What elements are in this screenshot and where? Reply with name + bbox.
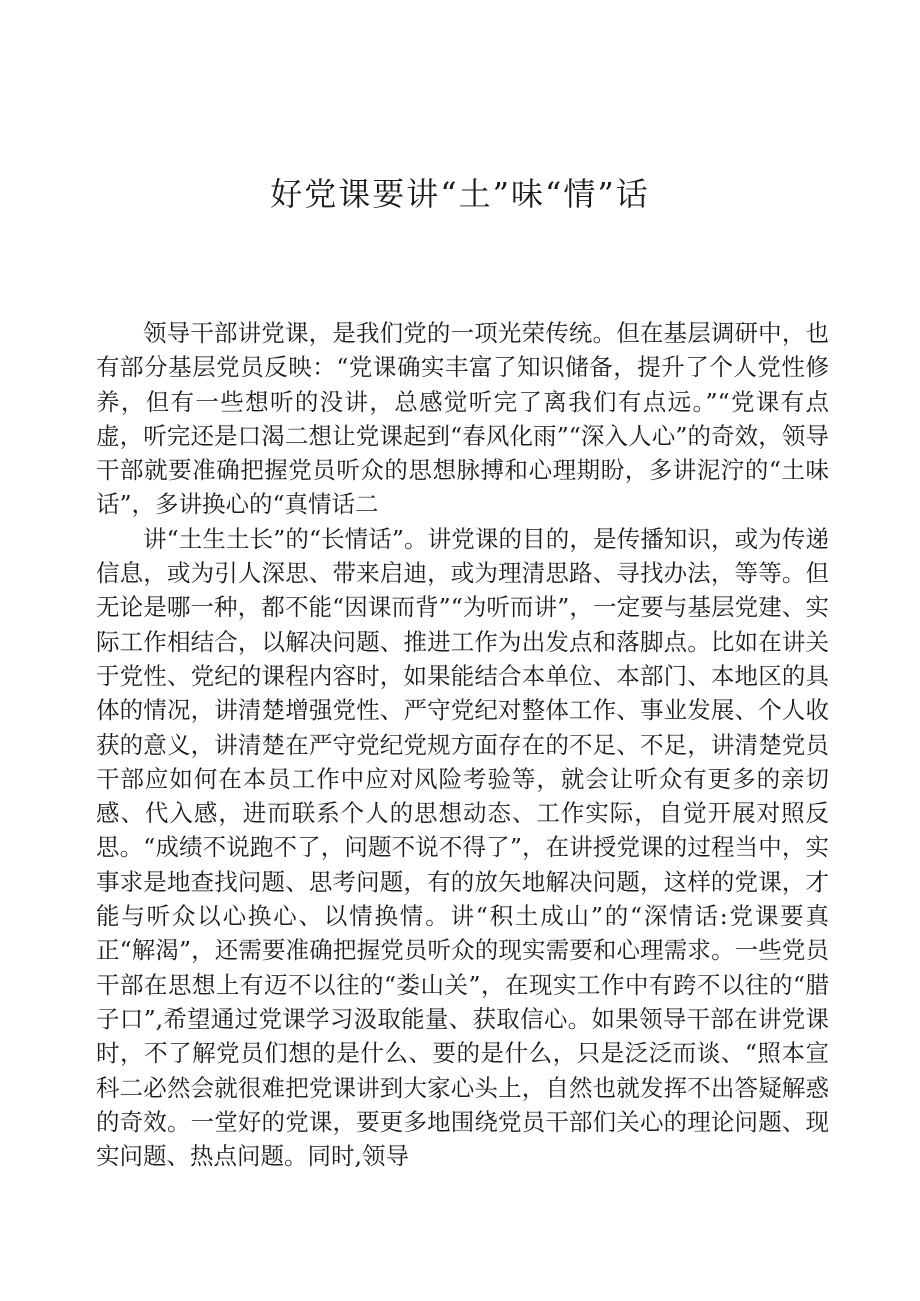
paragraph-main: 讲“土生土长”的“长情话”。讲党课的目的，是传播知识，或为传递信息，或为引人深思、带来启迪，或为理清思路、寻找办法，等等。但无论是哪一种，都不能“因课而背”“为听而讲”，一定要与基层党建、实际工作相结合，以解决问题、推进工作为出发点和落脚点。比如在讲关于党性、党纪的课程内容时，如果能结合本单位、本部门、本地区的具体的情况，讲清楚增强党性、严守党纪对整体工作、事业发展、个人收获的意义，讲清楚在严守党纪党规方面存在的不足、不足，讲清楚党员干部应如何在本员工作中应对风险考验等，就会让听众有更多的亲切感、代入感，进而联系个人的思想动态、工作实际，自觉开展对照反思。“成绩不说跑不了，问题不说不得了”，在讲授党课的过程当中，实事求是地查找问题、思考问题，有的放矢地解决问题，这样的党课，才能与听众以心换心、以情换情。讲“积土成山”的“深情话:党课要真正“解渴”，还需要准确把握党员听众的现实需要和心理需求。一些党员干部在思想上有迈不以往的“娄山关”，在现实工作中有跨不以往的“腊子口”,希望通过党课学习汲取能量、获取信心。如果领导干部在讲党课时，不了解党员们想的是什么、要的是什么，只是泛泛而谈、“照本宣科二必然会就很难把党课讲到大家心头上，自然也就发挥不出答疑解惑的奇效。一堂好的党课，要更多地围绕党员干部们关心的理论问题、现实问题、热点问题。同时,领导 (96, 524, 829, 1171)
document-body (96, 316, 829, 1173)
paragraph-intro: 领导干部讲党课，是我们党的一项光荣传统。但在基层调研中，也有部分基层党员反映：“党课确实丰富了知识储备，提升了个人党性修养，但有一些想听的没讲，总感觉听完了离我们有点远。”“党课有点虚，听完还是口渴二想让党课起到“春风化雨”“深入人心”的奇效，领导干部就要准确把握党员听众的思想脉搏和心理期盼，多讲泥泞的“土味话”，多讲换心的“真情话二 (96, 319, 829, 519)
document-title: 好党课要讲“土”味“情”话 (270, 175, 650, 213)
